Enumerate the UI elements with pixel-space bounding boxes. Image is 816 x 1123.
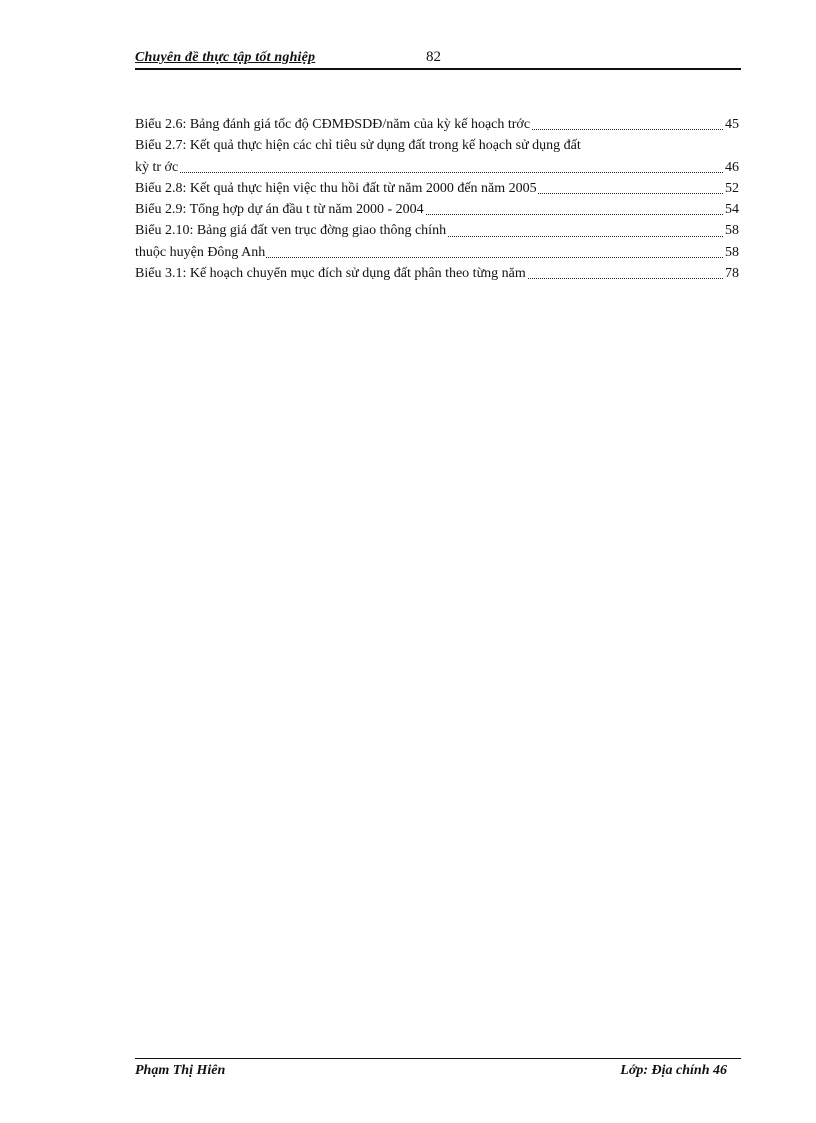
header-title: Chuyên đề thực tập tốt nghiệp: [135, 50, 316, 65]
toc-entry-page: 45: [724, 114, 739, 135]
toc-entry[interactable]: [135, 263, 739, 284]
toc-entry-title: Biểu 2.9: Tổng hợp dự án đầu t từ năm 2000 - 2004: [135, 199, 425, 220]
toc-entry-title: Biểu 2.8: Kết quả thực hiện việc thu hồi đất từ năm 2000 đến năm 2005: [135, 178, 538, 199]
toc-entry[interactable]: [135, 157, 739, 178]
toc-entry-page: 46: [724, 157, 739, 178]
toc-entry-title: Biểu 2.7: Kết quả thực hiện các chỉ tiêu sử dụng đất trong kế hoạch sử dụng đất: [135, 135, 582, 156]
toc-entry-page: 54: [724, 199, 739, 220]
table-of-contents: [135, 114, 739, 284]
toc-entry-title: Biểu 2.6: Bảng đánh giá tốc độ CĐMĐSDĐ/năm của kỳ kế hoạch trớc: [135, 114, 531, 135]
toc-entry-page: 52: [724, 178, 739, 199]
footer-class: Lớp: Địa chính 46: [620, 1063, 727, 1078]
toc-entry[interactable]: [135, 135, 739, 156]
toc-entry[interactable]: [135, 114, 739, 135]
toc-entry-title: Biểu 2.10: Bảng giá đất ven trục đờng giao thông chính: [135, 220, 447, 241]
toc-entry-title: kỳ tr ớc: [135, 157, 179, 178]
toc-entry[interactable]: [135, 178, 739, 199]
toc-entry[interactable]: [135, 220, 739, 241]
footer-author: Phạm Thị Hiên: [135, 1063, 226, 1078]
leader-dots: [135, 172, 739, 173]
toc-entry-title: Biểu 3.1: Kế hoạch chuyển mục đích sử dụng đất phân theo từng năm: [135, 263, 527, 284]
toc-entry-page: 78: [724, 263, 739, 284]
toc-entry[interactable]: [135, 242, 739, 263]
toc-entry[interactable]: [135, 199, 739, 220]
toc-entry-page: 58: [724, 220, 739, 241]
page-number: 82: [426, 49, 441, 65]
page-footer: [135, 1058, 741, 1081]
toc-entry-page: 58: [724, 242, 739, 263]
toc-entry-title: thuộc huyện Đông Anh: [135, 242, 266, 263]
page-header: [135, 48, 741, 70]
